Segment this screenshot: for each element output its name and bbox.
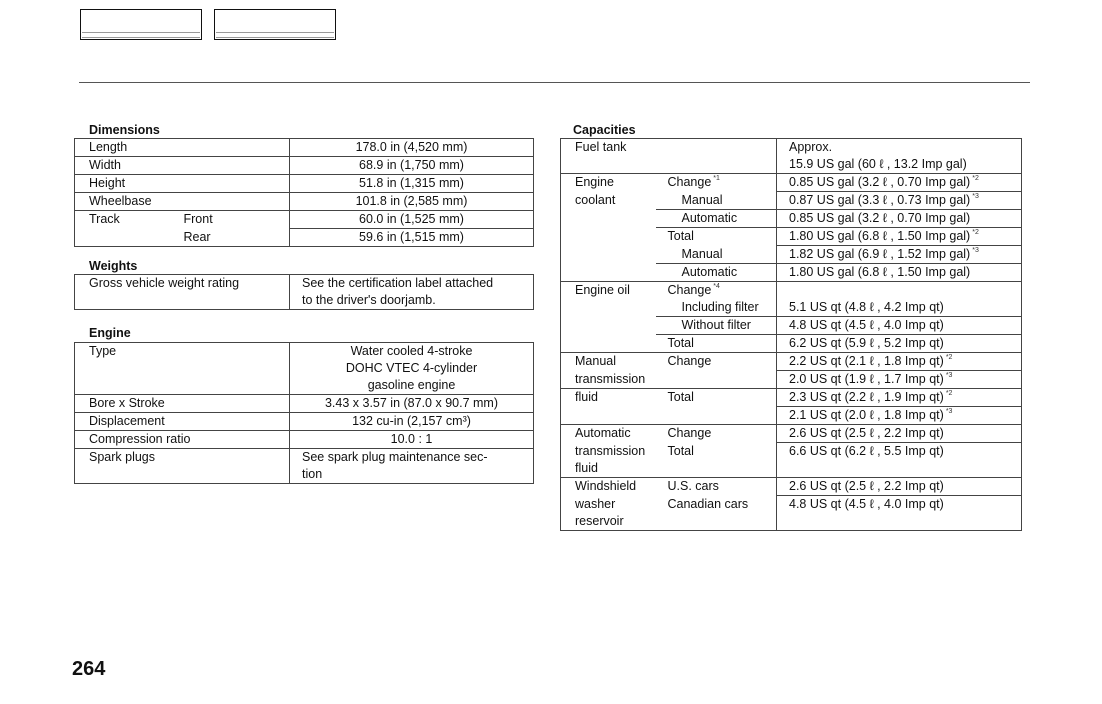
mt-change-label: Change: [667, 354, 712, 368]
table-row: [561, 407, 1022, 425]
weights-table: [74, 274, 534, 310]
dim-label: [75, 229, 184, 247]
engine-title: Engine: [89, 326, 131, 340]
dim-sub: [184, 175, 290, 193]
table-row: [561, 425, 1022, 443]
dim-value: 101.8 in (2,585 mm): [290, 193, 534, 211]
engine-comp-label: Compression ratio: [75, 431, 290, 449]
washer-value: 2.6 US qt (2.5 ℓ , 2.2 Imp qt): [777, 478, 1022, 496]
washer-ca-label: Canadian cars: [667, 496, 749, 511]
coolant-value: 0.87 US gal (3.3 ℓ , 0.73 Imp gal): [789, 193, 971, 207]
table-row: [75, 466, 534, 484]
footnote-mark: *3: [945, 372, 953, 379]
table-row: [561, 443, 1022, 461]
oil-value: 4.8 US qt (4.5 ℓ , 4.0 Imp qt): [777, 317, 1022, 335]
washer-value: 4.8 US qt (4.5 ℓ , 4.0 Imp qt): [777, 496, 1022, 514]
table-row: [561, 192, 1022, 210]
oil-sub: Including filter: [656, 299, 777, 317]
table-row: [561, 353, 1022, 371]
table-row: [75, 343, 534, 361]
dim-value: 68.9 in (1,750 mm): [290, 157, 534, 175]
table-row: [561, 156, 1022, 174]
dim-sub: [184, 193, 290, 211]
engine-bore-label: Bore x Stroke: [75, 395, 290, 413]
nav-back-button[interactable]: [80, 9, 202, 40]
fuel-label: Fuel tank: [561, 139, 656, 157]
oil-value: 6.2 US qt (5.9 ℓ , 5.2 Imp qt): [777, 335, 1022, 353]
table-row: [75, 413, 534, 431]
footnote-mark: *3: [945, 408, 953, 415]
washer-us-label: U.S. cars: [667, 479, 719, 493]
dim-value: 51.8 in (1,315 mm): [290, 175, 534, 193]
engine-comp-value: 10.0 : 1: [290, 431, 534, 449]
coolant-sub: Manual: [656, 192, 777, 210]
table-row: [561, 299, 1022, 317]
mt-value: 2.2 US qt (2.1 ℓ , 1.8 Imp qt): [789, 354, 944, 368]
engine-type-value: gasoline engine: [290, 377, 534, 395]
table-row: [75, 431, 534, 449]
footnote-mark: *4: [713, 283, 720, 290]
page-number: 264: [72, 658, 106, 680]
weights-value: See the certification label attached: [290, 275, 534, 293]
dim-label: Height: [75, 175, 184, 193]
dim-sub: [184, 139, 290, 157]
table-row: [75, 193, 534, 211]
dim-sub: Front: [183, 212, 213, 226]
oil-change-label: Change: [667, 283, 712, 297]
table-row: [75, 211, 534, 229]
footnote-mark: *2: [972, 229, 979, 236]
engine-table: [74, 342, 534, 484]
at-total-label: Total: [667, 443, 694, 458]
table-row: [561, 317, 1022, 335]
capacities-title: Capacities: [573, 123, 636, 137]
table-row: [561, 496, 1022, 514]
coolant-value: 1.80 US gal (6.8 ℓ , 1.50 Imp gal): [789, 265, 971, 279]
header-rule: [79, 82, 1030, 83]
engine-bore-value: 3.43 x 3.57 in (87.0 x 90.7 mm): [290, 395, 534, 413]
table-row: [561, 246, 1022, 264]
washer-label: reservoir: [561, 513, 656, 531]
table-row: [561, 228, 1022, 246]
footnote-mark: *2: [945, 390, 953, 397]
table-row: [75, 139, 534, 157]
coolant-sub: Manual: [656, 246, 777, 264]
table-row: [75, 377, 534, 395]
dim-label: Track: [75, 211, 184, 229]
table-row: [75, 360, 534, 377]
dim-sub: [184, 157, 290, 175]
table-row: [75, 449, 534, 467]
oil-sub: Without filter: [656, 317, 777, 335]
dim-sub: Rear: [184, 229, 290, 247]
mt-label: Manual: [561, 353, 656, 371]
table-row: [75, 157, 534, 175]
engine-type-value: Water cooled 4-stroke: [290, 343, 534, 361]
dim-value: 59.6 in (1,515 mm): [290, 229, 534, 247]
footnote-mark: *2: [972, 175, 979, 182]
mt-value: 2.0 US qt (1.9 ℓ , 1.7 Imp qt): [789, 372, 944, 386]
at-label: fluid: [561, 460, 656, 478]
coolant-sub: Automatic: [656, 264, 777, 282]
capacities-table: [560, 138, 1022, 531]
table-row: [561, 282, 1022, 300]
coolant-value: 1.82 US gal (6.9 ℓ , 1.52 Imp gal): [789, 247, 971, 261]
table-row: [561, 139, 1022, 157]
oil-label: Engine oil: [561, 282, 656, 300]
at-value: 2.6 US qt (2.5 ℓ , 2.2 Imp qt): [777, 425, 1022, 443]
at-label: transmission: [561, 443, 656, 461]
dim-value: 178.0 in (4,520 mm): [290, 139, 534, 157]
table-row: [561, 335, 1022, 353]
fuel-value: Approx.: [777, 139, 1022, 157]
engine-disp-label: Displacement: [75, 413, 290, 431]
engine-type-label: Type: [75, 343, 290, 361]
engine-spark-value: tion: [290, 466, 534, 484]
fuel-value: 15.9 US gal (60 ℓ , 13.2 Imp gal): [777, 156, 1022, 174]
table-row: [561, 174, 1022, 192]
table-row: [561, 371, 1022, 389]
table-row: [75, 229, 534, 247]
mt-value: 2.3 US qt (2.2 ℓ , 1.9 Imp qt): [789, 390, 944, 404]
table-row: [75, 275, 534, 293]
dim-value: 60.0 in (1,525 mm): [290, 211, 534, 229]
table-row: [75, 292, 534, 310]
at-change-label: Change: [667, 426, 712, 440]
coolant-label: coolant: [561, 192, 656, 210]
oil-sub: Total: [656, 335, 777, 353]
coolant-value: 0.85 US gal (3.2 ℓ , 0.70 Imp gal): [789, 211, 971, 225]
table-row: [561, 513, 1022, 531]
engine-type-value: DOHC VTEC 4-cylinder: [290, 360, 534, 377]
engine-spark-value: See spark plug maintenance sec-: [290, 449, 534, 467]
coolant-value: 0.85 US gal (3.2 ℓ , 0.70 Imp gal): [789, 175, 971, 189]
coolant-value: 1.80 US gal (6.8 ℓ , 1.50 Imp gal): [789, 229, 971, 243]
table-row: [561, 264, 1022, 282]
table-row: [75, 395, 534, 413]
table-row: [561, 460, 1022, 478]
at-label: Automatic: [561, 425, 656, 443]
coolant-sub: Automatic: [656, 210, 777, 228]
oil-value: 5.1 US qt (4.8 ℓ , 4.2 Imp qt): [777, 299, 1022, 317]
table-row: [75, 175, 534, 193]
weights-title: Weights: [89, 259, 138, 273]
at-value: 6.6 US qt (6.2 ℓ , 5.5 Imp qt): [777, 443, 1022, 461]
washer-label: washer: [561, 496, 656, 514]
coolant-sub: Change: [667, 175, 712, 189]
mt-total-label: Total: [667, 390, 694, 404]
footnote-mark: *3: [972, 247, 979, 254]
mt-label: transmission: [561, 371, 656, 389]
coolant-sub: Total: [667, 229, 694, 243]
footnote-mark: *3: [972, 193, 979, 200]
table-row: [561, 389, 1022, 407]
engine-spark-label: Spark plugs: [75, 449, 290, 467]
coolant-label: Engine: [561, 174, 656, 192]
dim-label: Width: [75, 157, 184, 175]
table-row: [561, 478, 1022, 496]
washer-label: Windshield: [561, 478, 656, 496]
mt-label: fluid: [561, 389, 656, 407]
dimensions-table: [74, 138, 534, 247]
weights-label: Gross vehicle weight rating: [75, 275, 290, 293]
dim-label: Wheelbase: [75, 193, 184, 211]
engine-disp-value: 132 cu-in (2,157 cm³): [290, 413, 534, 431]
nav-forward-button[interactable]: [214, 9, 336, 40]
dimensions-title: Dimensions: [89, 123, 160, 137]
mt-value: 2.1 US qt (2.0 ℓ , 1.8 Imp qt): [789, 408, 944, 422]
table-row: [561, 210, 1022, 228]
weights-value: to the driver's doorjamb.: [290, 292, 534, 310]
footnote-mark: *1: [713, 175, 720, 182]
dim-label: Length: [75, 139, 184, 157]
footnote-mark: *2: [945, 354, 953, 361]
